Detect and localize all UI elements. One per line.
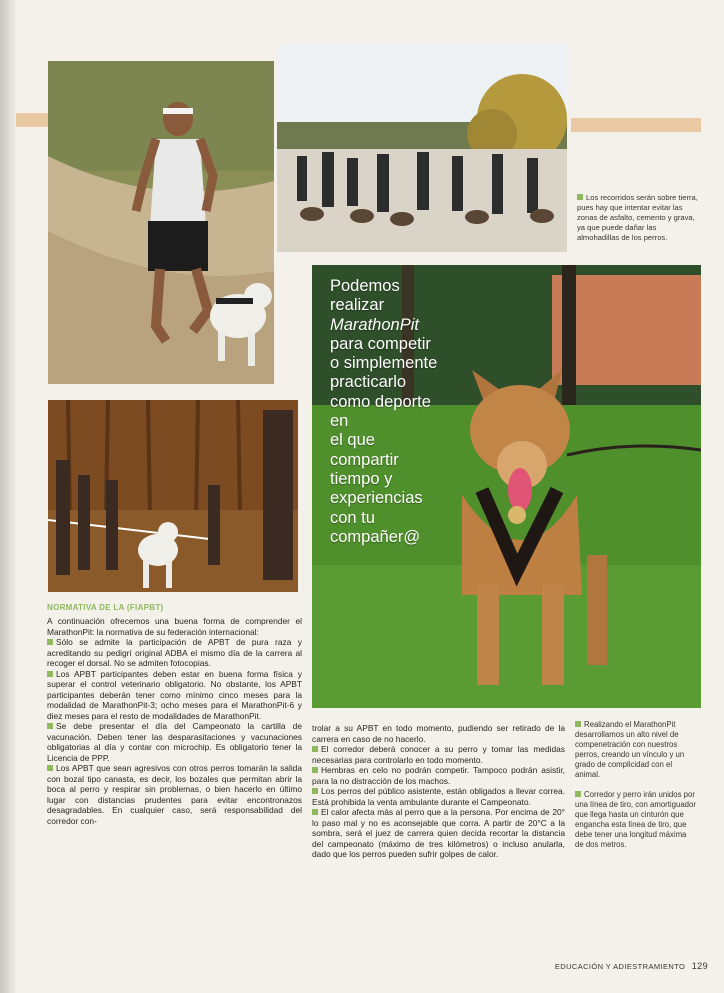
rule-item: Se debe presentar el día del Campeonato la cartilla de vacunación. Deben tener las desparasitaciones y vacunaciones obligatorias al día y contar con microchip. Es obligatorio tener la Licencia de PPP. <box>47 721 302 763</box>
bullet-square-icon <box>47 765 53 771</box>
section-heading: NORMATIVA DE LA (FIAPBT) <box>47 603 164 612</box>
overlay-line: para competir <box>330 334 431 353</box>
article-column-2 <box>312 723 565 860</box>
photo-group-start-line <box>277 44 567 252</box>
overlay-line: experiencias <box>330 489 423 508</box>
bullet-square-icon <box>577 194 583 200</box>
rule-item: Sólo se admite la participación de APBT de pura raza y acreditando su pedigrí original ADBA el mismo día de la carrera al recoger el dorsal. No se admiten fotocopias. <box>47 637 302 668</box>
overlay-line: compañer@ <box>330 527 421 546</box>
overlay-line: practicarlo <box>330 373 407 392</box>
overlay-line: MarathonPit <box>330 315 419 334</box>
footer-section-name: EDUCACIÓN Y ADIESTRAMIENTO <box>554 962 686 971</box>
page-number: 129 <box>691 961 708 971</box>
bullet-square-icon <box>47 639 53 645</box>
rule-item: Hembras en celo no podrán competir. Tampoco podrán asistir, para la no distracción de los machos. <box>312 765 565 786</box>
sidebar-note: Realizando el MarathonPit desarrollamos un alto nivel de compenetración con nuestros perros, creando un vínculo y un grado de complicidad con el animal. <box>575 720 685 779</box>
sidebar-notes <box>575 720 697 860</box>
overlay-line: compartir <box>330 450 399 469</box>
continuation-paragraph: trolar a su APBT en todo momento, pudiendo ser retirado de la carrera en caso de no hacerlo. <box>312 723 565 744</box>
sidebar-note: Corredor y perro irán unidos por una línea de tiro, con amortiguador que llega hasta un cinturón que engancha esta línea de tiro, que debe tener una longitud máxima de dos metros. <box>575 790 696 849</box>
overlay-line: Podemos <box>330 277 400 295</box>
overlay-line: el que <box>330 431 375 450</box>
rule-item: El corredor deberá conocer a su perro y tomar las medidas necesarias para controlarlo en todo momento. <box>312 744 565 765</box>
rule-item: Los APBT que sean agresivos con otros perros tomarán la salida con bozal tipo canasta, es decir, los bozales que permitan abrir la boca al perro y respirar sin problemas, o bien hacerlo en último lugar con distancias prudentes para evitar encontronazos desagradables. En cualquier caso, será responsabilidad del corredor con- <box>47 763 302 826</box>
page-footer <box>555 961 708 971</box>
overlay-line: realizar <box>330 296 385 315</box>
article-column-1 <box>47 616 302 826</box>
photo-runner-with-dog <box>48 61 274 384</box>
bullet-square-icon <box>47 723 53 729</box>
overlay-line: con tu <box>330 508 375 527</box>
bullet-square-icon <box>47 671 53 677</box>
rule-item: Los perros del público asistente, están obligados a llevar correa. Está prohibida la venta ambulante durante el Campeonato. <box>312 786 565 807</box>
rule-item: Los APBT participantes deben estar en buena forma física y superar el control veterinario obligatorio. No obstante, los APBT participantes deberán tener como mínimo cinco meses para la modalidad de MarathonPit-3; ocho meses para el MarathonPit-6 y diez meses para el resto de modalidades de MarathonPit. <box>47 668 302 721</box>
photo-forest-race <box>48 400 298 592</box>
bullet-square-icon <box>312 746 318 752</box>
bullet-square-icon <box>575 721 581 727</box>
decorative-band-left <box>16 113 48 127</box>
bullet-square-icon <box>312 809 318 815</box>
overlay-line: tiempo y <box>330 469 393 488</box>
caption-surface-note: Los recorridos serán sobre tierra, pues hay que intentar evitar las zonas de asfalto, cemento y grava, ya que puede dañar las almohadillas de los perros. <box>577 193 698 242</box>
bullet-square-icon <box>312 767 318 773</box>
rule-item: El calor afecta más al perro que a la persona. Por encima de 20° lo paso mal y no es aconsejable que corra. A partir de 20°C a la sombra, será el juez de carrera quien decida recortar la distancia del campeonato (máximo de tres kilómetros) o incluso anularla, dado que los perros pueden sufrir golpes de calor. <box>312 807 565 859</box>
overlay-line: en <box>330 412 349 431</box>
photo-overlay-headline <box>330 277 450 547</box>
overlay-line: como deporte <box>330 392 431 411</box>
intro-paragraph: A continuación ofrecemos una buena forma de comprender el MarathonPit: la normativa de su federación internacional: <box>47 616 302 637</box>
bullet-square-icon <box>312 788 318 794</box>
bullet-square-icon <box>575 791 581 797</box>
page-binding-shadow <box>0 0 16 993</box>
decorative-band-right <box>571 118 701 132</box>
overlay-line: o simplemente <box>330 354 438 373</box>
